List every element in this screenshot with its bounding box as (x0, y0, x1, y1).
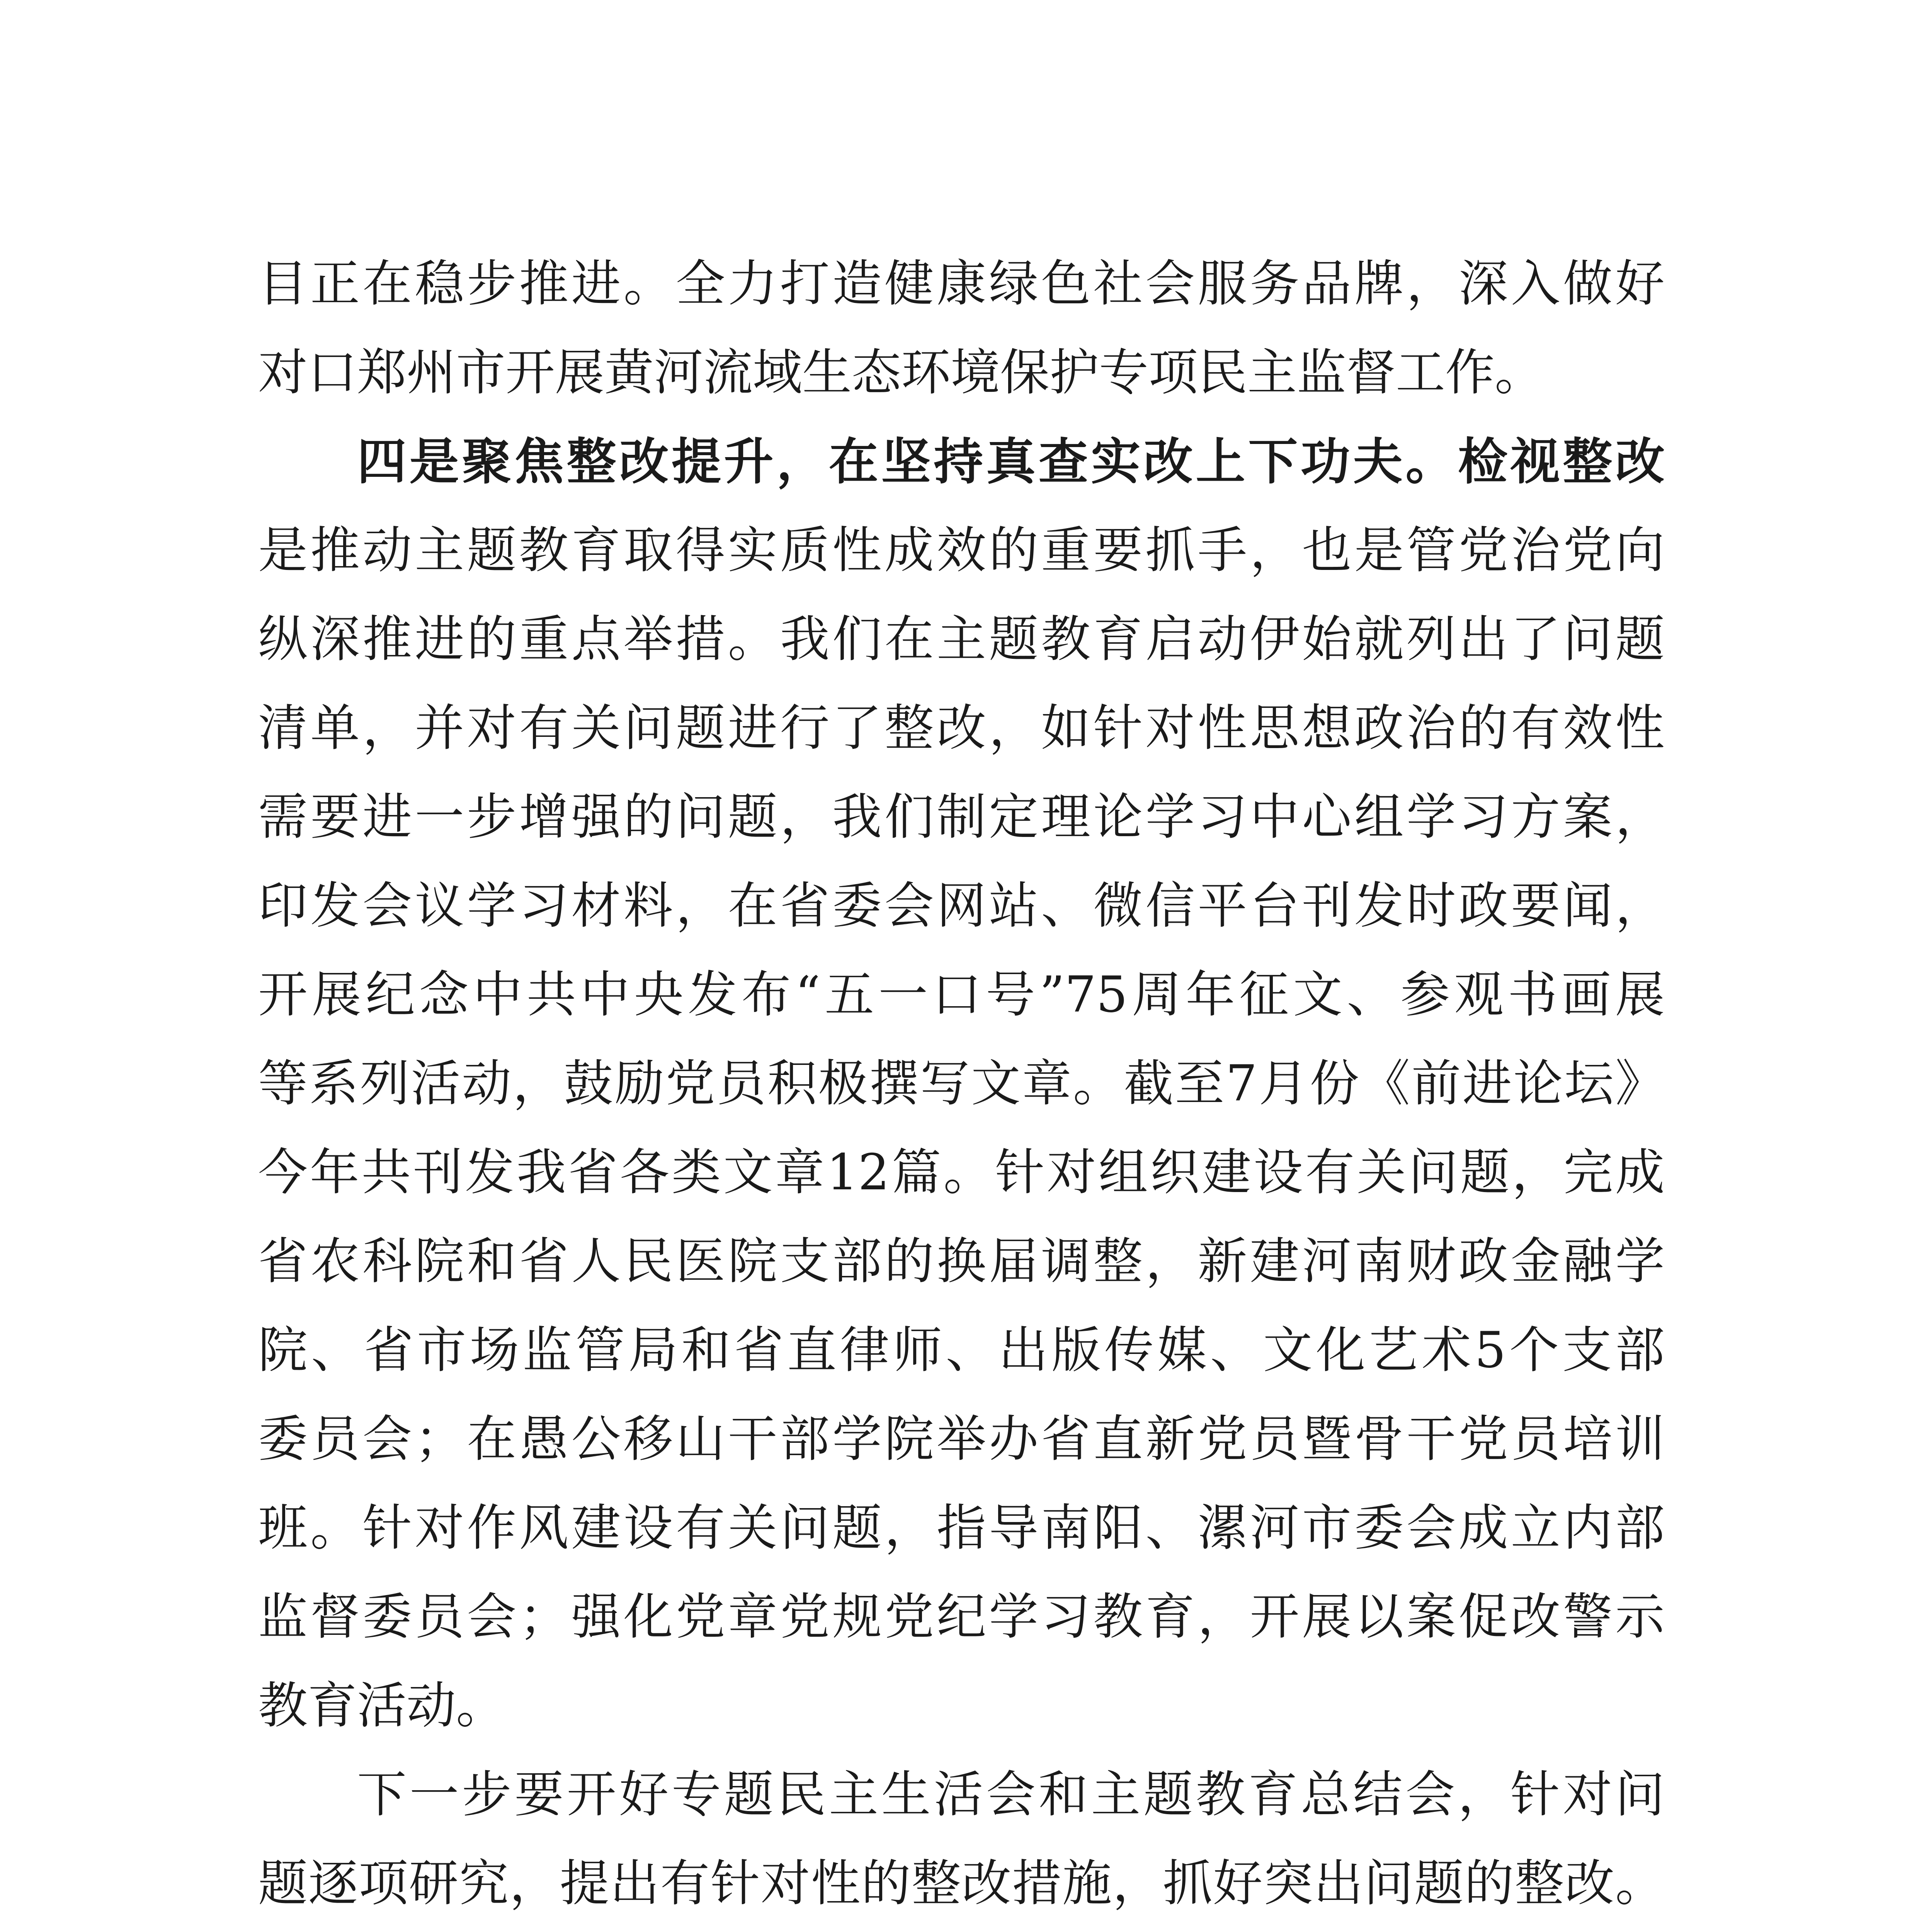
body-text-line: 开展纪念中共中央发布“五一口号”75周年征文、参观书画展 (258, 966, 1665, 1024)
body-text-line: 对口郑州市开展黄河流域生态环境保护专项民主监督工作。 (258, 344, 1544, 401)
body-text-line: 是推动主题教育取得实质性成效的重要抓手，也是管党治党向 (258, 522, 1665, 579)
body-text-line: 目正在稳步推进。全力打造健康绿色社会服务品牌，深入做好 (258, 255, 1665, 313)
body-text-line: 委员会；在愚公移山干部学院举办省直新党员暨骨干党员培训 (258, 1410, 1665, 1468)
body-text-line: 省农科院和省人民医院支部的换届调整，新建河南财政金融学 (258, 1233, 1665, 1290)
body-text-line: 纵深推进的重点举措。我们在主题教育启动伊始就列出了问题 (258, 611, 1665, 668)
body-text-line: 等系列活动，鼓励党员积极撰写文章。截至7月份《前进论坛》 (258, 1055, 1665, 1112)
body-text-line: 印发会议学习材料，在省委会网站、微信平台刊发时政要闻， (258, 877, 1665, 935)
body-text-line: 题逐项研究，提出有针对性的整改措施，抓好突出问题的整改。 (258, 1855, 1665, 1912)
body-text-line: 监督委员会；强化党章党规党纪学习教育，开展以案促改警示 (258, 1588, 1665, 1646)
body-text-line: 下一步要开好专题民主生活会和主题教育总结会，针对问 (357, 1766, 1665, 1823)
body-text-line: 班。针对作风建设有关问题，指导南阳、漯河市委会成立内部 (258, 1499, 1665, 1557)
body-text-line: 需要进一步增强的问题，我们制定理论学习中心组学习方案， (258, 788, 1665, 846)
body-text-line: 今年共刊发我省各类文章12篇。针对组织建设有关问题，完成 (258, 1144, 1665, 1201)
body-text-line: 清单，并对有关问题进行了整改，如针对性思想政治的有效性 (258, 699, 1665, 757)
body-text-line: 教育活动。 (258, 1677, 506, 1735)
paragraph-lead-line: 四是聚焦整改提升，在坚持真查实改上下功夫。检视整改 (357, 433, 1665, 491)
body-text-line: 院、省市场监管局和省直律师、出版传媒、文化艺术5个支部 (258, 1321, 1665, 1379)
